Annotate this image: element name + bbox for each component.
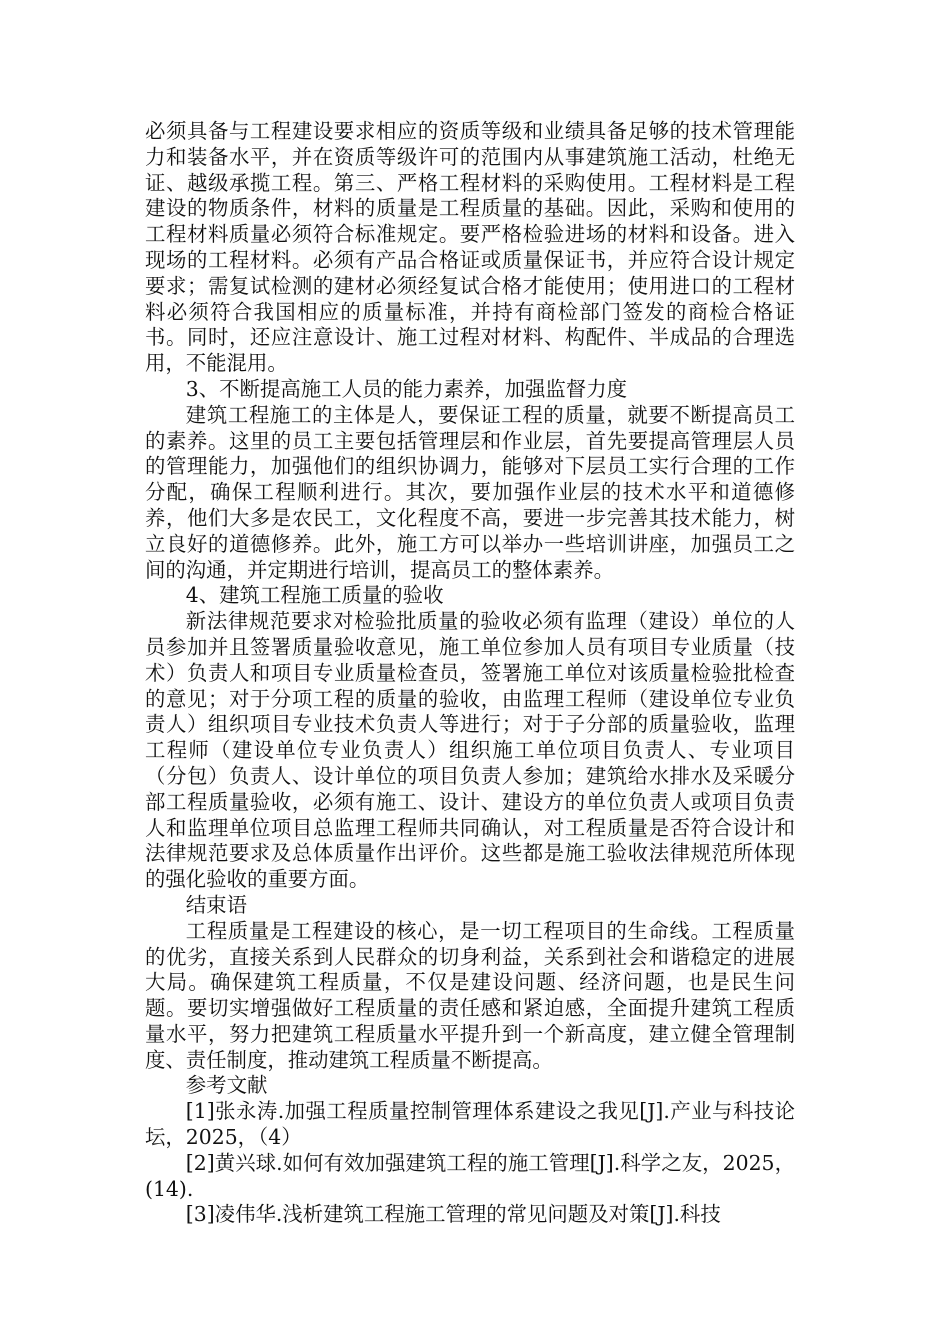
heading-section-3: 3、不断提高施工人员的能力素养，加强监督力度 <box>185 376 627 401</box>
heading-conclusion: 结束语 <box>185 892 247 917</box>
reference-item-1: [1]张永涛.加强工程质量控制管理体系建设之我见[J].产业与科技论坛，2025，（4） <box>145 1099 795 1150</box>
paragraph-personnel: 建筑工程施工的主体是人，要保证工程的质量，就要不断提高员工的素养。这里的员工主要包括管理层和作业层，首先要提高管理层人员的管理能力，加强他们的组织协调力，能够对下层员工实行合理的工作分配，确保工程顺利进行。其次，要加强作业层的技术水平和道德修养，他们大多是农民工，文化程度不高，要进一步完善其技术能力，树立良好的道德修养。此外，施工方可以举办一些培训讲座，加强员工之间的沟通，并定期进行培训，提高员工的整体素养。 <box>145 402 795 582</box>
reference-item-2: [2]黄兴球.如何有效加强建筑工程的施工管理[J].科学之友，2025，(14). <box>145 1150 795 1201</box>
paragraph-materials-continued: 必须具备与工程建设要求相应的资质等级和业绩具备足够的技术管理能力和装备水平，并在资质等级许可的范围内从事建筑施工活动，杜绝无证、越级承揽工程。第三、严格工程材料的采购使用。工程材料是工程建设的物质条件，材料的质量是工程质量的基础。因此，采购和使用的工程材料质量必须符合标准规定。要严格检验进场的材料和设备。进入现场的工程材料。必须有产品合格证或质量保证书，并应符合设计规定要求；需复试检测的建材必须经复试合格才能使用；使用进口的工程材料必须符合我国相应的质量标准，并持有商检部门签发的商检合格证书。同时，还应注意设计、施工过程对材料、构配件、半成品的合理选用，不能混用。 <box>145 119 795 376</box>
paragraph-acceptance: 新法律规范要求对检验批质量的验收必须有监理（建设）单位的人员参加并且签署质量验收意见，施工单位参加人员有项目专业质量（技术）负责人和项目专业质量检查员，签署施工单位对该质量检验批检查的意见；对于分项工程的质量的验收，由监理工程师（建设单位专业负责人）组织项目专业技术负责人等进行；对于子分部的质量验收，监理工程师（建设单位专业负责人）组织施工单位项目负责人、专业项目（分包）负责人、设计单位的项目负责人参加；建筑给水排水及采暖分部工程质量验收，必须有施工、设计、建设方的单位负责人或项目负责人和监理单位项目总监理工程师共同确认，对工程质量是否符合设计和法律规范要求及总体质量作出评价。这些都是施工验收法律规范所体现的强化验收的重要方面。 <box>145 609 795 892</box>
reference-item-3: [3]凌伟华.浅析建筑工程施工管理的常见问题及对策[J].科技 <box>185 1202 721 1227</box>
paragraph-conclusion: 工程质量是工程建设的核心，是一切工程项目的生命线。工程质量的优劣，直接关系到人民群众的切身利益，关系到社会和谐稳定的进展大局。确保建筑工程质量，不仅是建设问题、经济问题，也是民生问题。要切实增强做好工程质量的责任感和紧迫感，全面提升建筑工程质量水平，努力把建筑工程质量水平提升到一个新高度，建立健全管理制度、责任制度，推动建筑工程质量不断提高。 <box>145 918 795 1072</box>
heading-references: 参考文献 <box>185 1073 268 1098</box>
document-page <box>145 119 795 1228</box>
heading-section-4: 4、建筑工程施工质量的验收 <box>185 583 444 608</box>
